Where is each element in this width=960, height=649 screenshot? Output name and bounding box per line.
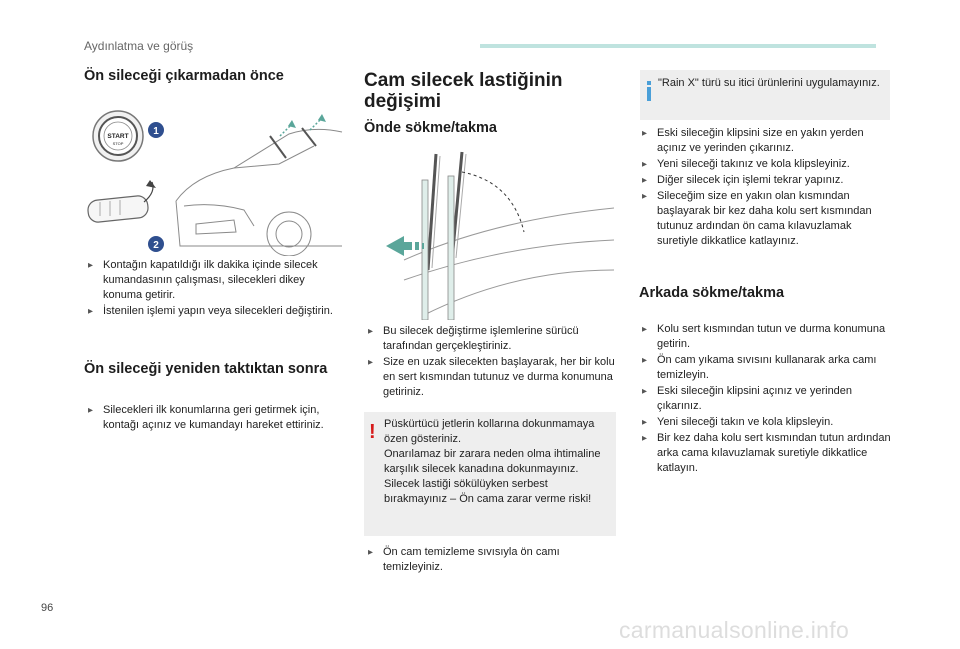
list-item: ▶ Bu silecek değiştirme işlemlerine sürücü tarafından gerçekleştiriniz. [368, 324, 618, 354]
front-wiper-drawing [364, 150, 614, 320]
heading-after-install: Ön sileceği yeniden taktıktan sonra [84, 361, 328, 377]
list-item: ▶ Yeni sileceği takınız ve kola klipsleyiniz. [642, 157, 892, 172]
section-header: Aydınlatma ve görüş [84, 39, 194, 53]
watermark: carmanualsonline.info [619, 617, 850, 643]
illustration-start-and-car [84, 106, 344, 256]
wiper-arm-left-icon [422, 154, 440, 320]
list-item: ▶ Bir kez daha kolu sert kısmından tutun ardından arka cama kılavuzlamak suretiyle dikkatlice katlayın. [642, 431, 892, 476]
info-box [640, 70, 890, 120]
list-item: ▶ Size en uzak silecekten başlayarak, her bir kolu en sert kısmından tutunuz ve durma konumuna getiriniz. [368, 355, 618, 400]
bullet-list-clean [368, 545, 618, 576]
warning-text: Silecek lastiği sökülüyken serbest bırakmayınız – Ön cama zarar verme riski! [384, 478, 592, 505]
list-item: ▶ Kontağın kapatıldığı ilk dakika içinde silecek kumandasının çalışması, silecekleri dikey konuma getirir. [88, 258, 344, 303]
list-item: ▶ Eski sileceğin klipsini size en yakın yerden açınız ve yerinden çıkarınız. [642, 126, 892, 156]
callout-1-icon [148, 122, 164, 138]
bullet-list-rear [642, 322, 892, 477]
list-item: ▶ Ön cam temizleme sıvısıyla ön camı temizleyiniz. [368, 545, 618, 575]
warning-text: Onarılamaz bir zarara neden olma ihtimaline karşılık silecek kanadına dokunmayınız. [384, 448, 601, 475]
header-accent-bar [480, 44, 876, 48]
bullet-list-front-remove [368, 324, 618, 401]
heading-before-remove: Ön sileceği çıkarmadan önce [84, 68, 284, 84]
bullet-list-before-remove [88, 258, 344, 320]
list-item: ▶ Ön cam yıkama sıvısını kullanarak arka camı temizleyin. [642, 353, 892, 383]
info-icon [647, 87, 651, 101]
wiper-arm-right-icon [448, 152, 466, 320]
list-item: ▶ Kolu sert kısmından tutun ve durma konumuna getirin. [642, 322, 892, 352]
start-label: START [107, 133, 129, 140]
warning-text: Püskürtücü jetlerin kollarına dokunmamaya özen gösteriniz. [384, 418, 595, 445]
list-item: ▶ Silecekleri ilk konumlarına geri getirmek için, kontağı açınız ve kumandayı hareket ettiriniz. [88, 403, 344, 433]
wiper-lift-arrows-icon [280, 118, 322, 136]
bullet-list-front-install [642, 126, 892, 250]
start-stop-car-drawing [84, 106, 344, 256]
lift-path-icon [462, 172, 524, 232]
svg-text:1: 1 [153, 126, 159, 137]
warning-icon: ! [369, 421, 376, 443]
wiper-stalk-icon [87, 180, 156, 223]
car-front-drawing [176, 128, 342, 256]
warning-box [364, 412, 616, 536]
bullet-list-after-install [88, 403, 344, 434]
page-number: 96 [41, 602, 54, 614]
svg-text:2: 2 [153, 240, 159, 251]
list-item: ▶ Diğer silecek için işlemi tekrar yapınız. [642, 173, 892, 188]
callout-2-icon [148, 236, 164, 252]
heading-rear-remove: Arkada sökme/takma [639, 285, 785, 301]
list-item: ▶ Sileceğim size en yakın olan kısmından başlayarak bir kez daha kolu sert kısmından tutunuz ardından ön cama kılavuzlamak suretiyle dikkatlice katlayınız. [642, 189, 892, 249]
start-stop-button-icon [93, 111, 143, 161]
heading-front-remove: Önde sökme/takma [364, 120, 497, 136]
illustration-front-wipers [364, 150, 614, 320]
list-item: ▶ Yeni sileceği takın ve kola klipsleyin. [642, 415, 892, 430]
page-title: Cam silecek lastiğinin değişimi [364, 70, 563, 112]
stop-label: STOP [112, 141, 124, 146]
list-item: ▶ Eski sileceğin klipsini açınız ve yerinden çıkarınız. [642, 384, 892, 414]
pull-arrow-icon [386, 236, 424, 256]
list-item: ▶ İstenilen işlemi yapın veya silecekleri değiştirin. [88, 304, 344, 319]
info-text: "Rain X" türü su itici ürünlerini uygulamayınız. [658, 77, 880, 89]
